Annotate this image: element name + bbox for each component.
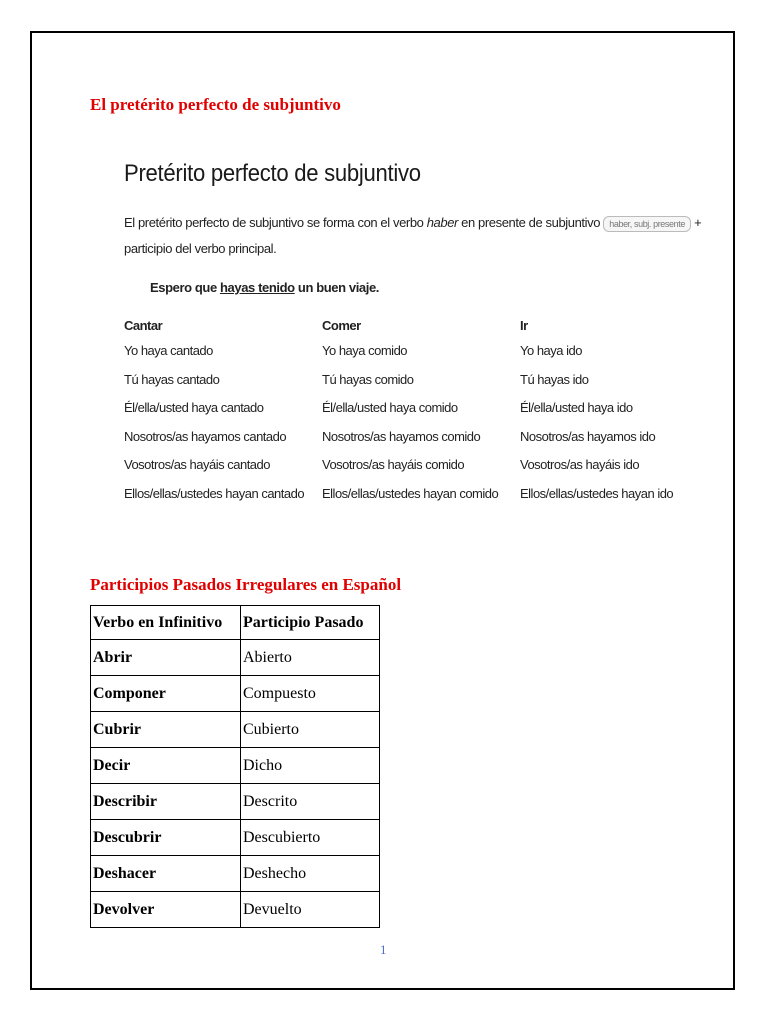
participle-cell: Deshecho xyxy=(241,856,380,892)
intro-text-1: El pretérito perfecto de subjuntivo se forma con el verbo xyxy=(124,215,427,230)
conjugation-row: Ellos/ellas/ustedes hayan ido xyxy=(520,485,674,501)
conjugation-column-cantar xyxy=(124,315,322,509)
section-heading-subjuntivo: El pretérito perfecto de subjuntivo xyxy=(90,95,341,114)
section-heading-participios: Participios Pasados Irregulares en Español xyxy=(90,575,402,594)
participle-cell: Compuesto xyxy=(241,676,380,712)
verb-cell: Componer xyxy=(91,676,241,712)
verb-cell: Devolver xyxy=(91,892,241,928)
table-row xyxy=(91,748,380,784)
conjugation-row: Vosotros/as hayáis cantado xyxy=(124,457,270,473)
conjugation-row: Él/ella/usted haya cantado xyxy=(124,400,264,416)
table-row xyxy=(91,640,380,676)
table-row xyxy=(91,784,380,820)
conjugation-row: Vosotros/as hayáis ido xyxy=(520,457,640,473)
intro-verb: haber xyxy=(426,215,458,230)
verb-cell: Deshacer xyxy=(91,856,241,892)
conjugation-row: Yo haya cantado xyxy=(124,343,213,358)
conjugation-row: Nosotros/as hayamos ido xyxy=(520,428,656,444)
conjugation-row: Vosotros/as hayáis comido xyxy=(322,457,465,473)
example-verb: hayas tenido xyxy=(220,280,295,295)
figure-title: Pretérito perfecto de subjuntivo xyxy=(124,160,421,187)
table-row xyxy=(91,856,380,892)
table-row xyxy=(91,892,380,928)
conjugation-columns xyxy=(124,315,714,509)
conjugation-row: Yo haya ido xyxy=(520,343,582,358)
conjugation-row: Tú hayas ido xyxy=(520,371,589,387)
column-header: Cantar xyxy=(124,318,163,333)
conjugation-row: Nosotros/as hayamos comido xyxy=(322,428,481,444)
figure-intro xyxy=(124,210,714,262)
participle-cell: Descrito xyxy=(241,784,380,820)
table-row xyxy=(91,820,380,856)
conjugation-row: Tú hayas comido xyxy=(322,371,414,387)
example-sentence xyxy=(150,280,714,295)
header-cell-infinitive: Verbo en Infinitivo xyxy=(91,606,241,640)
conjugation-column-ir xyxy=(520,315,710,509)
conjugation-figure xyxy=(124,160,714,509)
intro-text-2: en presente de subjuntivo xyxy=(457,215,604,230)
verb-cell: Descubrir xyxy=(91,820,241,856)
conjugation-row: Tú hayas cantado xyxy=(124,371,220,387)
example-text-1: Espero que xyxy=(150,280,221,295)
table-header-row xyxy=(91,606,380,640)
conjugation-column-comer xyxy=(322,315,520,509)
conjugation-row: Nosotros/as hayamos cantado xyxy=(124,428,287,444)
verb-cell: Cubrir xyxy=(91,712,241,748)
participle-cell: Dicho xyxy=(241,748,380,784)
verb-cell: Abrir xyxy=(91,640,241,676)
conjugation-row: Él/ella/usted haya comido xyxy=(322,400,458,416)
conjugation-row: Él/ella/usted haya ido xyxy=(520,400,633,416)
conjugation-row: Yo haya comido xyxy=(322,343,408,358)
conjugation-row: Ellos/ellas/ustedes hayan comido xyxy=(322,485,499,501)
participle-cell: Abierto xyxy=(241,640,380,676)
participle-cell: Devuelto xyxy=(241,892,380,928)
verb-cell: Decir xyxy=(91,748,241,784)
participles-table xyxy=(90,605,380,928)
example-text-2: un buen viaje. xyxy=(294,280,379,295)
table-row xyxy=(91,676,380,712)
table-row xyxy=(91,712,380,748)
haber-badge: haber, subj. presente xyxy=(603,216,691,232)
conjugation-row: Ellos/ellas/ustedes hayan cantado xyxy=(124,485,305,501)
column-header: Ir xyxy=(520,318,528,333)
page-number: 1 xyxy=(380,942,387,957)
header-cell-participle: Participio Pasado xyxy=(241,606,380,640)
verb-cell: Describir xyxy=(91,784,241,820)
column-header: Comer xyxy=(322,318,361,333)
participle-cell: Descubierto xyxy=(241,820,380,856)
participle-cell: Cubierto xyxy=(241,712,380,748)
intro-text-3: + participio del verbo principal. xyxy=(124,215,702,256)
